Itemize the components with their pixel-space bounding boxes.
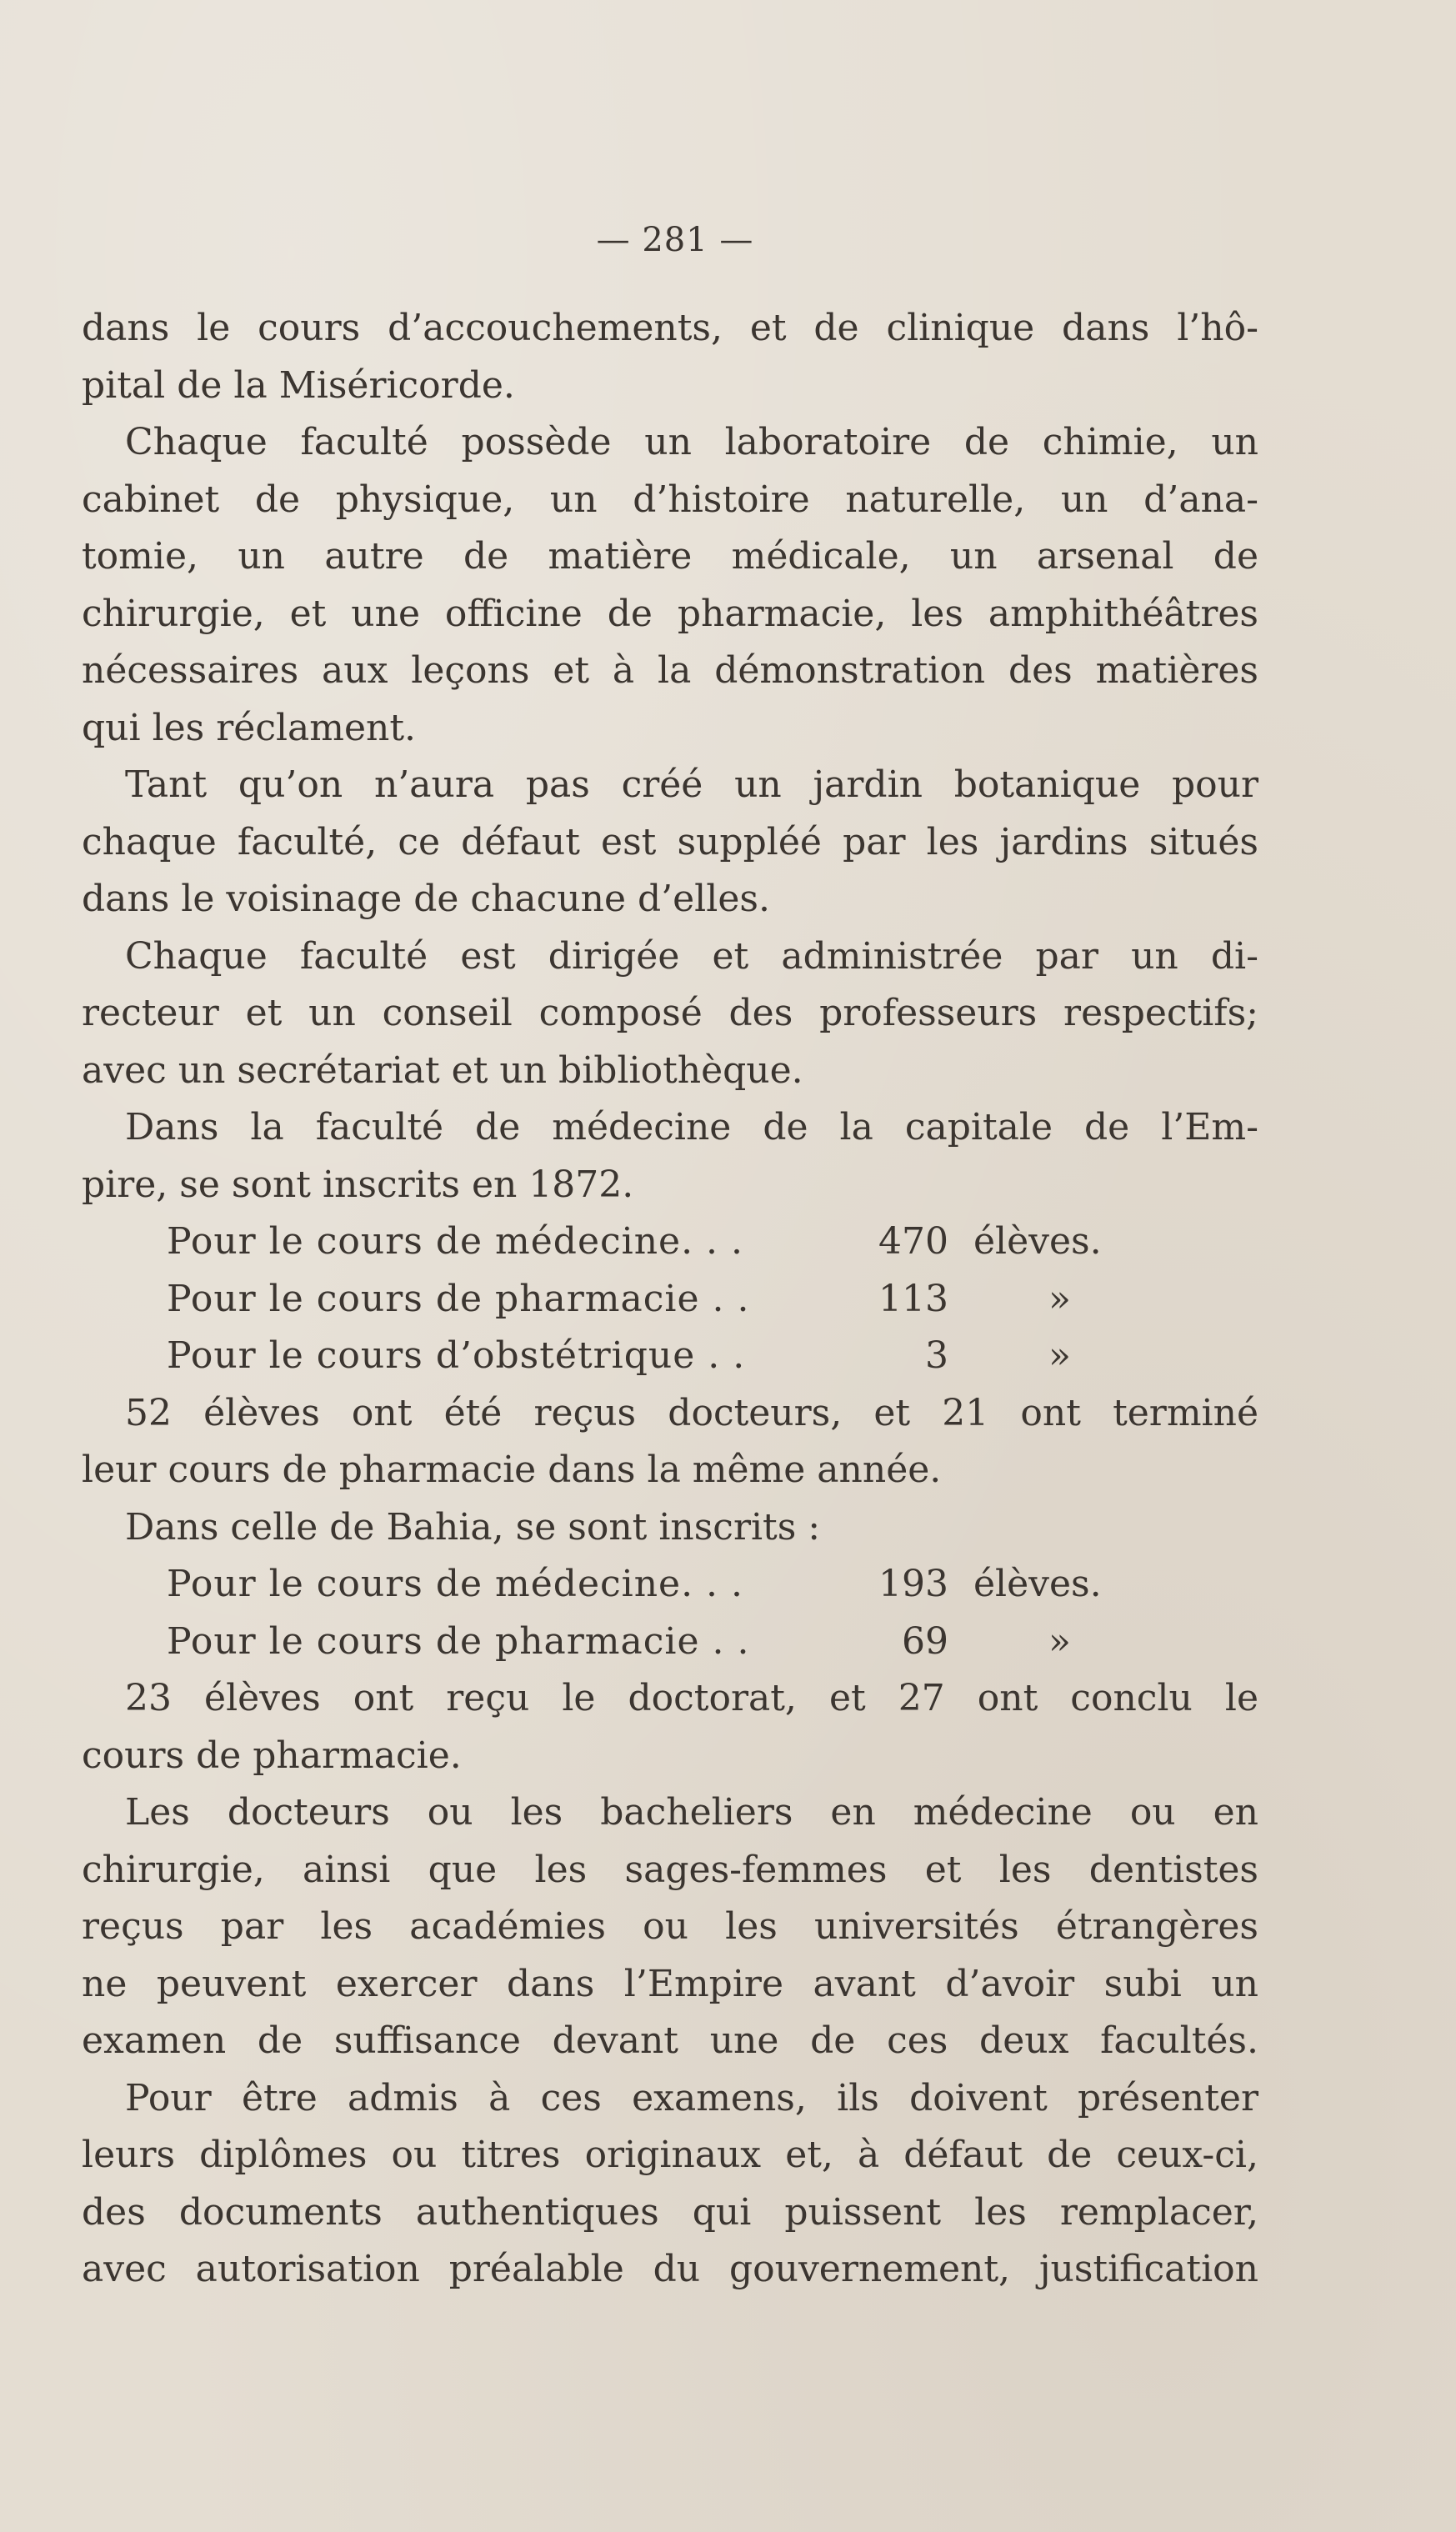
text-line: nécessaires aux leçons et à la démonstration des matières: [82, 649, 1258, 692]
row-unit: »: [1048, 1619, 1071, 1663]
row-unit: élèves.: [973, 1563, 1102, 1605]
row-unit: élèves.: [973, 1220, 1102, 1263]
text-line: 52 élèves ont été reçus docteurs, et 21 ont terminé: [125, 1391, 1258, 1434]
text-line: ne peuvent exercer dans l’Empire avant d’avoir subi un: [82, 1962, 1258, 2005]
text-line: Tant qu’on n’aura pas créé un jardin botanique pour: [125, 763, 1258, 806]
text-line: Les docteurs ou les bacheliers en médecine ou en: [125, 1791, 1258, 1834]
text-line: Pour être admis à ces examens, ils doivent présenter: [125, 2076, 1258, 2119]
text-line: Chaque faculté possède un laboratoire de chimie, un: [125, 421, 1258, 463]
text-line: 23 élèves ont reçu le doctorat, et 27 ont conclu le: [125, 1677, 1258, 1719]
row-value: 3: [925, 1334, 948, 1377]
body-text: [82, 300, 1258, 2299]
text-line: Dans celle de Bahia, se sont inscrits :: [125, 1505, 821, 1549]
text-line: cours de pharmacie.: [82, 1734, 462, 1777]
text-line: pital de la Miséricorde.: [82, 363, 515, 407]
text-line: chirurgie, ainsi que les sages-femmes et les dentistes: [82, 1848, 1258, 1891]
table-row: [82, 1614, 1258, 1671]
text-line: dans le cours d’accouchements, et de clinique dans l’hô-: [82, 307, 1258, 349]
row-unit: »: [1048, 1334, 1071, 1377]
row-label: Pour le cours de pharmacie . .: [167, 1277, 750, 1320]
row-label: Pour le cours de pharmacie . .: [167, 1619, 750, 1663]
row-value: 193: [878, 1563, 948, 1605]
text-line: tomie, un autre de matière médicale, un arsenal de: [82, 535, 1258, 578]
text-line: cabinet de physique, un d’histoire naturelle, un d’ana-: [82, 478, 1258, 521]
row-value: 470: [878, 1220, 948, 1263]
text-line: chaque faculté, ce défaut est suppléé par les jardins situés: [82, 820, 1258, 863]
row-unit: »: [1048, 1277, 1071, 1320]
row-label: Pour le cours de médecine. . .: [167, 1563, 744, 1605]
paragraph-group-c: [82, 1670, 1258, 2299]
enrollment-table-bahia: [82, 1556, 1258, 1670]
text-line: des documents authentiques qui puissent les remplacer,: [82, 2190, 1258, 2234]
row-value: 113: [878, 1277, 948, 1320]
table-row: [82, 1328, 1258, 1385]
text-line: Dans la faculté de médecine de la capitale de l’Em-: [125, 1106, 1258, 1148]
table-row: [82, 1213, 1258, 1271]
text-line: dans le voisinage de chacune d’elles.: [82, 878, 770, 920]
table-row: [82, 1556, 1258, 1614]
text-line: avec un secrétariat et un bibliothèque.: [82, 1048, 803, 1092]
enrollment-table-capital: [82, 1213, 1258, 1385]
text-line: recteur et un conseil composé des professeurs respectifs;: [82, 992, 1258, 1034]
paragraph-group-a: [82, 300, 1258, 1213]
text-line: examen de suffisance devant une de ces deux facultés.: [82, 2019, 1258, 2062]
text-line: qui les réclament.: [82, 706, 417, 749]
text-line: leur cours de pharmacie dans la même année.: [82, 1449, 942, 1491]
text-line: Chaque faculté est dirigée et administrée par un di-: [125, 934, 1258, 978]
text-line: avec autorisation préalable du gouvernement, justification: [82, 2248, 1258, 2290]
table-row: [82, 1271, 1258, 1329]
paragraph-group-b: [82, 1385, 1258, 1557]
row-label: Pour le cours de médecine. . .: [167, 1220, 744, 1263]
text-line: leurs diplômes ou titres originaux et, à défaut de ceux-ci,: [82, 2134, 1258, 2176]
text-line: pire, se sont inscrits en 1872.: [82, 1163, 634, 1206]
text-line: chirurgie, et une officine de pharmacie, les amphithéâtres: [82, 592, 1258, 635]
row-value: 69: [902, 1619, 948, 1663]
page-number: — 281 —: [596, 221, 754, 259]
text-line: reçus par les académies ou les universités étrangères: [82, 1905, 1258, 1948]
row-label: Pour le cours d’obstétrique . .: [167, 1334, 746, 1377]
